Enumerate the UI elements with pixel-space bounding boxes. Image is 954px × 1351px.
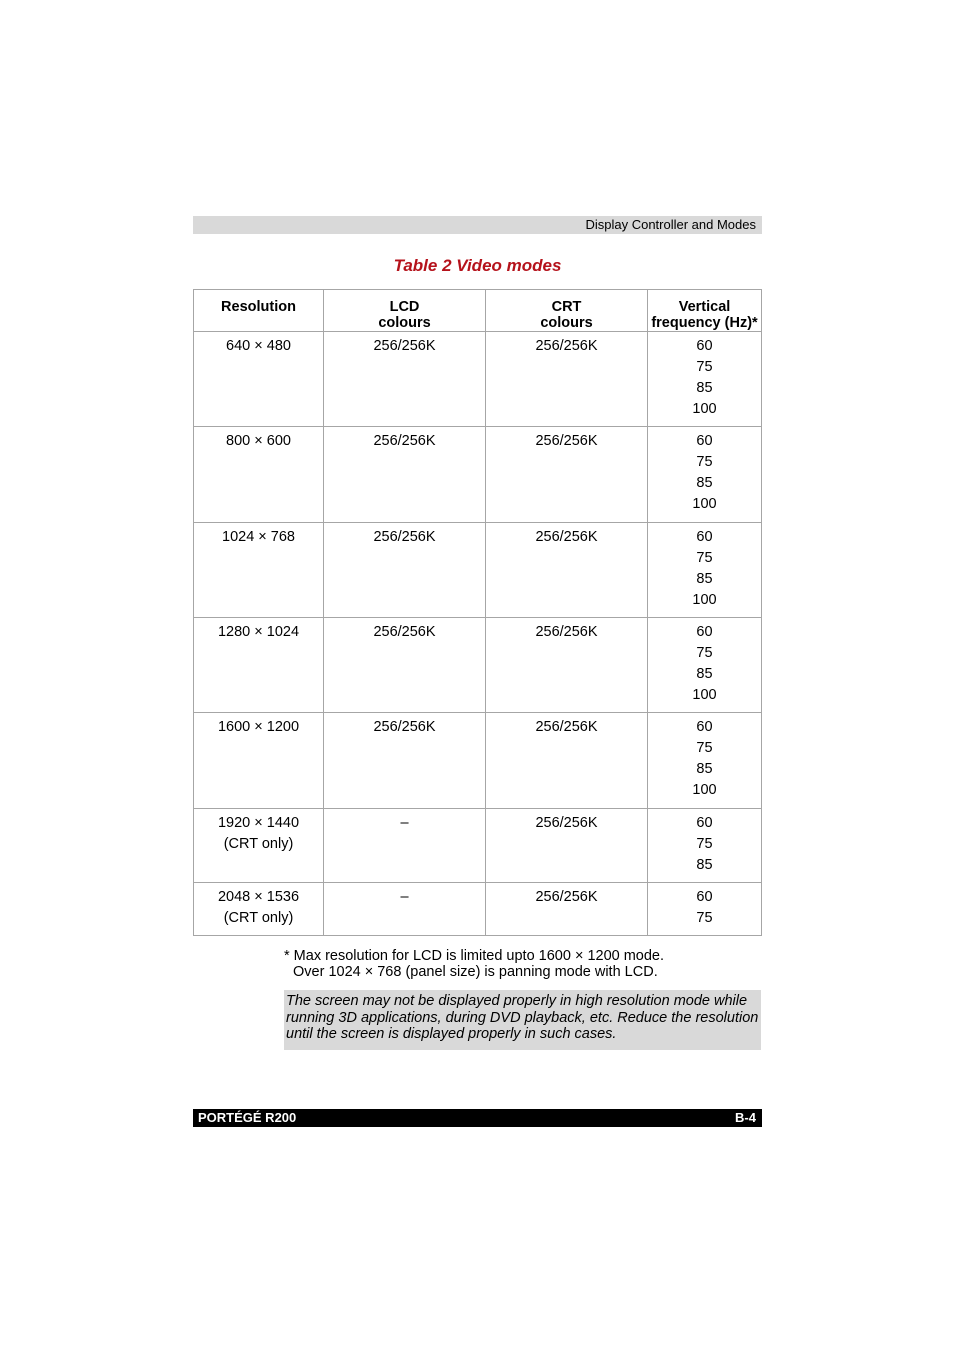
lcd-colours-cell-value: 256/256K bbox=[373, 338, 436, 354]
resolution-cell-value: (CRT only) bbox=[223, 836, 294, 852]
crt-colours-cell bbox=[486, 883, 648, 936]
crt-colours-cell-value: 256/256K bbox=[535, 815, 598, 831]
frequency-cell-value: 100 bbox=[692, 592, 717, 608]
crt-colours-cell-value: 256/256K bbox=[535, 338, 598, 354]
footnote-line-1: * Max resolution for LCD is limited upto 1600 × 1200 mode. bbox=[284, 948, 665, 964]
frequency-cell bbox=[648, 332, 762, 427]
crt-colours-cell-value: 256/256K bbox=[535, 889, 598, 905]
lcd-colours-cell-value: – bbox=[400, 889, 409, 905]
table-row bbox=[194, 618, 762, 713]
lcd-colours-cell-value: – bbox=[400, 815, 409, 831]
table-row bbox=[194, 713, 762, 809]
crt-colours-cell bbox=[486, 427, 648, 523]
table-header-row bbox=[194, 290, 762, 332]
frequency-cell-value: 100 bbox=[692, 401, 717, 417]
video-modes-table bbox=[193, 289, 762, 936]
resolution-cell-value: (CRT only) bbox=[223, 910, 294, 926]
resolution-cell-value: 640 × 480 bbox=[226, 338, 291, 354]
frequency-cell bbox=[648, 523, 762, 618]
frequency-cell-value: 85 bbox=[696, 857, 713, 873]
frequency-cell-value: 75 bbox=[696, 836, 713, 852]
note-line-2: running 3D applications, during DVD playback, etc. Reduce the resolution bbox=[286, 1009, 759, 1026]
footnote-line-2: Over 1024 × 768 (panel size) is panning mode with LCD. bbox=[293, 964, 658, 980]
column-header-line: frequency (Hz)* bbox=[651, 315, 758, 331]
column-header-line: Vertical bbox=[678, 299, 731, 315]
note-line-1: The screen may not be displayed properly in high resolution mode while bbox=[286, 993, 748, 1009]
lcd-colours-cell-value: 256/256K bbox=[373, 529, 436, 545]
frequency-cell-value: 60 bbox=[696, 889, 713, 905]
frequency-cell bbox=[648, 883, 762, 936]
resolution-cell-value: 800 × 600 bbox=[226, 433, 291, 449]
resolution-cell bbox=[194, 427, 324, 523]
lcd-colours-cell bbox=[324, 332, 486, 427]
resolution-cell-value: 2048 × 1536 bbox=[217, 889, 300, 905]
frequency-cell-value: 60 bbox=[696, 338, 713, 354]
lcd-colours-cell bbox=[324, 523, 486, 618]
frequency-cell-value: 60 bbox=[696, 719, 713, 735]
frequency-cell-value: 75 bbox=[696, 910, 713, 926]
resolution-cell-value: 1280 × 1024 bbox=[217, 624, 300, 640]
crt-colours-cell bbox=[486, 618, 648, 713]
crt-colours-cell bbox=[486, 523, 648, 618]
crt-colours-cell-value: 256/256K bbox=[535, 433, 598, 449]
frequency-cell bbox=[648, 618, 762, 713]
lcd-colours-cell-value: 256/256K bbox=[373, 719, 436, 735]
frequency-cell-value: 100 bbox=[692, 687, 717, 703]
frequency-cell-value: 85 bbox=[696, 666, 713, 682]
crt-colours-cell-value: 256/256K bbox=[535, 719, 598, 735]
product-name: PORTÉGÉ R200 bbox=[198, 1110, 297, 1125]
frequency-cell-value: 85 bbox=[696, 761, 713, 777]
column-header-line: CRT bbox=[551, 299, 582, 315]
table-row bbox=[194, 523, 762, 618]
note-line-3: until the screen is displayed properly in such cases. bbox=[286, 1026, 617, 1042]
table-row bbox=[194, 809, 762, 883]
frequency-cell-value: 60 bbox=[696, 433, 713, 449]
frequency-cell bbox=[648, 427, 762, 523]
running-footer bbox=[193, 1109, 762, 1127]
frequency-cell-value: 75 bbox=[696, 550, 713, 566]
frequency-cell-value: 60 bbox=[696, 529, 713, 545]
page-number: B-4 bbox=[735, 1110, 756, 1125]
resolution-cell bbox=[194, 523, 324, 618]
frequency-cell bbox=[648, 809, 762, 883]
crt-colours-cell-value: 256/256K bbox=[535, 624, 598, 640]
note-box bbox=[284, 990, 761, 1050]
crt-colours-cell bbox=[486, 809, 648, 883]
column-header-lcd-colours bbox=[324, 290, 486, 332]
frequency-cell-value: 85 bbox=[696, 475, 713, 491]
frequency-cell-value: 85 bbox=[696, 380, 713, 396]
column-header-line: Resolution bbox=[221, 299, 296, 315]
resolution-cell bbox=[194, 713, 324, 809]
resolution-cell-value: 1920 × 1440 bbox=[217, 815, 300, 831]
frequency-cell-value: 75 bbox=[696, 454, 713, 470]
crt-colours-cell bbox=[486, 713, 648, 809]
frequency-cell-value: 75 bbox=[696, 740, 713, 756]
lcd-colours-cell bbox=[324, 427, 486, 523]
frequency-cell-value: 75 bbox=[696, 359, 713, 375]
column-header-line: colours bbox=[378, 315, 431, 331]
frequency-cell-value: 85 bbox=[696, 571, 713, 587]
table-caption: Table 2 Video modes bbox=[393, 256, 562, 275]
running-header bbox=[193, 216, 762, 234]
resolution-cell bbox=[194, 618, 324, 713]
frequency-cell-value: 60 bbox=[696, 624, 713, 640]
column-header-vertical-frequency bbox=[648, 290, 762, 332]
resolution-cell bbox=[194, 809, 324, 883]
table-row bbox=[194, 883, 762, 936]
section-title: Display Controller and Modes bbox=[585, 217, 756, 232]
table-body bbox=[194, 332, 762, 936]
lcd-colours-cell bbox=[324, 883, 486, 936]
frequency-cell-value: 100 bbox=[692, 782, 717, 798]
column-header-resolution bbox=[194, 290, 324, 332]
column-header-line: colours bbox=[540, 315, 593, 331]
frequency-cell bbox=[648, 713, 762, 809]
lcd-colours-cell-value: 256/256K bbox=[373, 433, 436, 449]
frequency-cell-value: 60 bbox=[696, 815, 713, 831]
lcd-colours-cell bbox=[324, 713, 486, 809]
lcd-colours-cell bbox=[324, 618, 486, 713]
lcd-colours-cell bbox=[324, 809, 486, 883]
frequency-cell-value: 75 bbox=[696, 645, 713, 661]
resolution-cell-value: 1600 × 1200 bbox=[217, 719, 300, 735]
column-header-crt-colours bbox=[486, 290, 648, 332]
footnote bbox=[284, 948, 664, 980]
table-row bbox=[194, 332, 762, 427]
frequency-cell-value: 100 bbox=[692, 496, 717, 512]
lcd-colours-cell-value: 256/256K bbox=[373, 624, 436, 640]
resolution-cell bbox=[194, 883, 324, 936]
resolution-cell-value: 1024 × 768 bbox=[222, 529, 295, 545]
crt-colours-cell bbox=[486, 332, 648, 427]
resolution-cell bbox=[194, 332, 324, 427]
crt-colours-cell-value: 256/256K bbox=[535, 529, 598, 545]
column-header-line: LCD bbox=[389, 299, 420, 315]
table-row bbox=[194, 427, 762, 523]
